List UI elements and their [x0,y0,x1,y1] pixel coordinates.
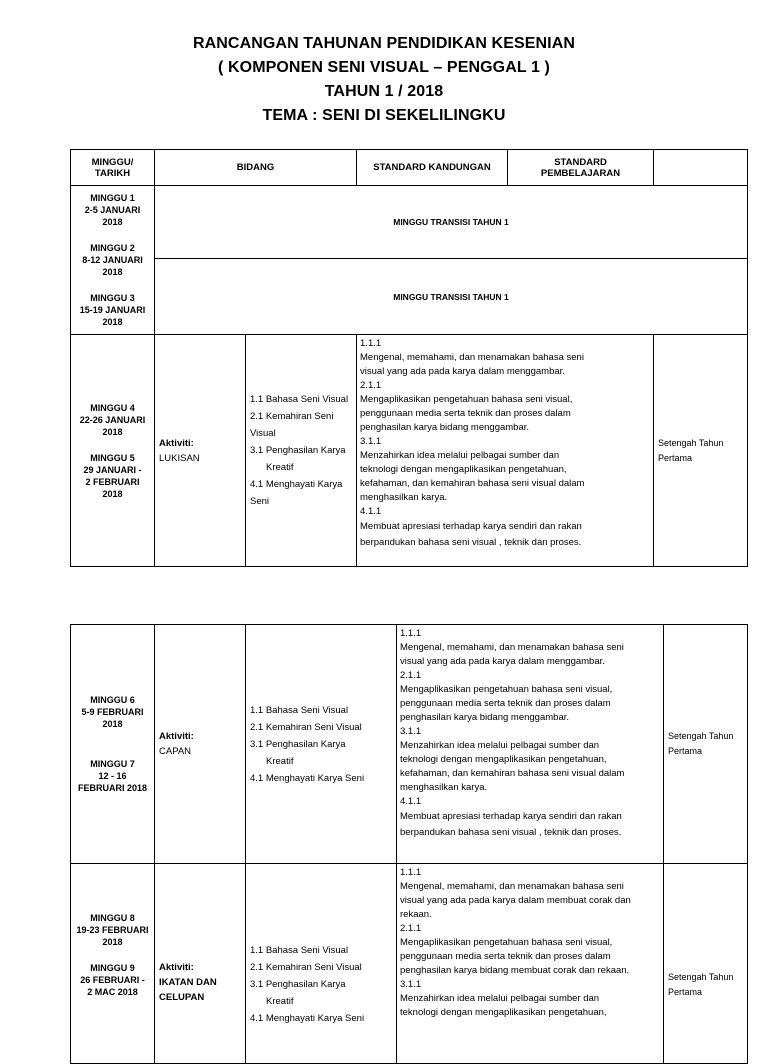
table-row [71,186,748,259]
header-minggu: MINGGU/ TARIKH [71,150,155,186]
aktiviti-cell: Aktiviti: LUKISAN [155,335,246,567]
aktiviti-cell: Aktiviti: IKATAN DAN CELUPAN [155,864,246,1064]
title-line-2: ( KOMPONEN SENI VISUAL – PENGGAL 1 ) [218,59,550,76]
header-empty [654,150,748,186]
tahun-cell: Setengah Tahun Pertama [664,864,748,1064]
plan-table-1 [70,149,748,567]
header-standard-kandungan: STANDARD KANDUNGAN [357,150,508,186]
title-line-4: TEMA : SENI DI SEKELILINGKU [262,107,506,124]
standard-kandungan-list: 1.1 Bahasa Seni Visual 2.1 Kemahiran Seni Visual 3.1 Penghasilan Karya Kreatif 4.1 Menghayati Karya Seni [246,625,397,864]
tahun-cell: Setengah Tahun Pertama [654,335,748,567]
week-cell-ikatan: MINGGU 8 19-23 FEBRUARI 2018 MINGGU 9 26 FEBRUARI - 2 MAC 2018 [71,864,155,1064]
standard-pembelajaran-text: 1.1.1 Mengenal, memahami, dan menamakan bahasa seni visual yang ada pada karya dalam menggambar. 2.1.1 Mengaplikasikan pengetahuan bahasa seni visual, penggunaan media serta teknik dan proses dalam penghasilan karya bidang menggambar. 3.1.1 Menzahirkan idea melalui pelbagai sumber dan teknologi dengan mengaplikasikan pengetahuan, kefahaman, dan kemahiran bahasa seni visual dalam menghasilkan karya. 4.1.1 Membuat apresiasi terhadap karya sendiri dan rakan berpandukan bahasa seni visual , teknik dan proses. [397,625,664,864]
table-row [71,259,748,335]
table-row [71,864,748,1064]
week-cell-transisi: MINGGU 1 2-5 JANUARI 2018 MINGGU 2 8-12 JANUARI 2018 MINGGU 3 15-19 JANUARI 2018 [71,186,155,335]
document-title-block [0,32,768,128]
table-header-row [71,150,748,186]
title-line-3: TAHUN 1 / 2018 [324,83,444,100]
week-cell-capan: MINGGU 6 5-9 FEBRUARI 2018 MINGGU 7 12 - 16 FEBRUARI 2018 [71,625,155,864]
standard-kandungan-list: 1.1 Bahasa Seni Visual 2.1 Kemahiran Seni Visual 3.1 Penghasilan Karya Kreatif 4.1 Menghayati Karya Seni [246,335,357,567]
header-bidang: BIDANG [155,150,357,186]
standard-kandungan-list: 1.1 Bahasa Seni Visual 2.1 Kemahiran Seni Visual 3.1 Penghasilan Karya Kreatif 4.1 Menghayati Karya Seni [246,864,397,1064]
transisi-text-1: MINGGU TRANSISI TAHUN 1 [155,186,748,259]
transisi-text-2: MINGGU TRANSISI TAHUN 1 [155,259,748,335]
plan-table-2 [70,624,748,1064]
title-line-1: RANCANGAN TAHUNAN PENDIDIKAN KESENIAN [192,35,576,52]
standard-pembelajaran-text: 1.1.1 Mengenal, memahami, dan menamakan bahasa seni visual yang ada pada karya dalam menggambar. 2.1.1 Mengaplikasikan pengetahuan bahasa seni visual, penggunaan media serta teknik dan proses dalam penghasilan karya bidang menggambar. 3.1.1 Menzahirkan idea melalui pelbagai sumber dan teknologi dengan mengaplikasikan pengetahuan, kefahaman, dan kemahiran bahasa seni visual dalam menghasilkan karya. 4.1.1 Membuat apresiasi terhadap karya sendiri dan rakan berpandukan bahasa seni visual , teknik dan proses. [357,335,654,567]
standard-pembelajaran-text: 1.1.1 Mengenal, memahami, dan menamakan bahasa seni visual yang ada pada karya dalam membuat corak dan rekaan. 2.1.1 Mengaplikasikan pengetahuan bahasa seni visual, penggunaan media serta teknik dan proses dalam penghasilan karya bidang membuat corak dan rekaan. 3.1.1 Menzahirkan idea melalui pelbagai sumber dan teknologi dengan mengaplikasikan pengetahuan, [397,864,664,1064]
aktiviti-cell: Aktiviti: CAPAN [155,625,246,864]
tahun-cell: Setengah Tahun Pertama [664,625,748,864]
table-row [71,625,748,864]
week-cell-lukisan: MINGGU 4 22-26 JANUARI 2018 MINGGU 5 29 JANUARI - 2 FEBRUARI 2018 [71,335,155,567]
header-standard-pembelajaran: STANDARD PEMBELAJARAN [508,150,654,186]
table-row [71,335,748,567]
